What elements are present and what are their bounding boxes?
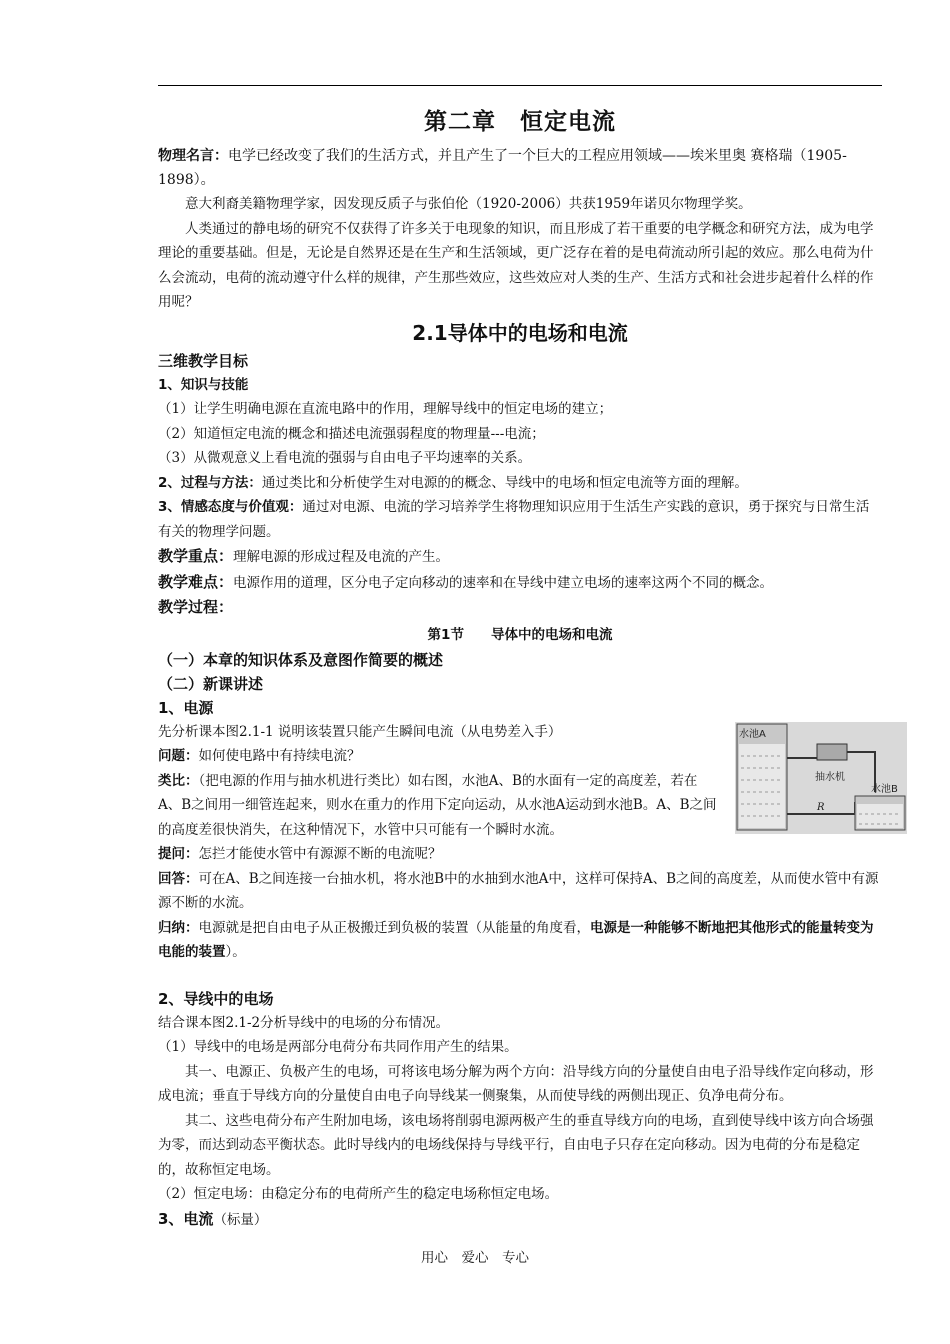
ask-label: 提问： [158,846,199,862]
pool-b-label: 水池B [871,783,898,795]
question-text: 如何使电路中有持续电流？ [198,748,361,764]
current-heading-line [158,1207,882,1233]
pool-a-label: 水池A [739,728,766,740]
key-point [158,544,882,570]
knowledge-heading: 1、知识与技能 [158,376,249,393]
process-label: 2、过程与方法： [158,474,262,491]
difficult-point-label: 教学难点： [158,572,234,591]
difficult-point-text: 电源作用的道理，区分电子定向移动的速率和在导线中建立电场的速率这两个不同的概念。 [233,574,774,591]
quote-label: 物理名言： [158,148,228,164]
key-point-label: 教学重点： [158,547,234,565]
chapter-title: 第二章 恒定电流 [424,109,616,135]
question [158,744,718,769]
emotion-text: 通过对电源、电流的学习培养学生将物理知识应用于生活生产实践的意识，勇于探究与日常生活有关的物理学问题。 [158,499,870,540]
summary-end: ）。 [225,944,246,960]
document-body [158,100,898,1232]
wire-field-intro: 结合课本图2.1-2分析导线中的电场的分布情况。 [158,1014,450,1031]
current-note: （标量） [213,1211,268,1228]
knowledge-item: （1）让学生明确电源在直流电路中的作用，理解导线中的恒定电场的建立； [158,401,613,417]
section-title: 2.1导体中的电场和电流 [412,320,628,345]
knowledge-item: （3）从微观意义上看电流的强弱与自由电子平均速率的关系。 [158,450,532,466]
objectives-heading: 三维教学目标 [158,351,249,370]
wire-field-paragraph: 其一、电源正、负极产生的电场，可将该电场分解为两个方向：沿导线方向的分量使自由电子沿导线作定向移动，形成电流；垂直于导线方向的分量使自由电子向导线某一侧聚集，从而使导线的两侧出现正、负净电荷分布。 [158,1063,874,1104]
process-text: 通过类比和分析使学生对电源的的概念、导线中的电场和恒定电流等方面的理解。 [261,474,748,491]
spacer [158,965,882,987]
header-rule [158,85,882,86]
lesson-title: 第1节 导体中的电场和电流 [427,627,613,643]
knowledge-item: （2）知道恒定电流的概念和描述电流强弱程度的物理量---电流； [158,425,545,442]
power-section [158,720,898,843]
summary [158,916,882,965]
pump-analogy-figure [735,722,907,834]
quote-text: 电学已经改变了我们的生活方式，并且产生了一个巨大的工程应用领域——埃米里奥 赛格瑞（1905-1898）。 [158,148,847,188]
pipe-label: R [817,801,825,813]
difficult-point [158,570,882,596]
answer [158,867,882,916]
summary-text: 电源就是把自由电子从正极搬迁到负极的装置（从能量的角度看， [198,919,590,936]
key-point-text: 理解电源的形成过程及电流的产生。 [233,549,450,565]
wire-field-paragraph: 其二、这些电荷分布产生附加电场，该电场将削弱电源两极产生的垂直导线方向的电场，直到使导线中该方向合场强为零，而达到动态平衡状态。此时导线内的电场线保持与导线平行，自由电子只存在定向移动。因为电荷的分布是稳定的，故称恒定电场。 [158,1112,874,1178]
wire-field-item: （2）恒定电场：由稳定分布的电荷所产生的稳定电场称恒定电场。 [158,1186,559,1202]
summary-label: 归纳： [158,919,199,936]
part-two-heading: （二）新课讲述 [158,674,264,693]
ask-text: 怎拦才能使水管中有源源不断的电流呢？ [198,846,442,862]
analogy-text: （把电源的作用与抽水机进行类比）如右图，水池A、B的水面有一定的高度差，若在A、B之间用一细管连起来，则水在重力的作用下定向运动，从水池A运动到水池B。A、B之间的高度差很快消失，在这种情况下，水管中只可能有一个瞬时水流。 [158,772,717,838]
current-heading: 3、电流 [158,1209,214,1228]
intro-person: 意大利裔美籍物理学家，因发现反质子与张伯伦（1920-2006）共获1959年诺贝尔物理学奖。 [185,196,752,212]
wire-field-item: （1）导线中的电场是两部分电荷分布共同作用产生的结果。 [158,1039,518,1055]
ask [158,842,882,867]
pump-box [817,744,847,760]
question-label: 问题： [158,748,199,764]
physics-quote [158,144,882,192]
process-heading: 教学过程： [158,598,234,616]
analogy [158,769,718,843]
wire-field-heading: 2、导线中的电场 [158,989,274,1008]
analogy-label: 类比： [158,772,199,789]
process-objective [158,471,882,496]
answer-text: 可在A、B之间连接一台抽水机，将水池B中的水抽到水池A中，这样可保持A、B之间的高度差，从而使水管中有源源不断的水流。 [158,870,879,911]
emotion-objective [158,495,882,544]
power-heading: 1、电源 [158,698,214,717]
answer-label: 回答： [158,870,199,887]
pump-label: 抽水机 [815,771,845,783]
part-one-heading: （一）本章的知识体系及意图作简要的概述 [158,650,444,669]
power-intro: 先分析课本图2.1-1 说明该装置只能产生瞬间电流（从电势差入手） [158,723,562,740]
summary-bold: 电源是一种能够不断地把其他形式的能量转变为电能的装置 [158,919,874,960]
intro-paragraph: 人类通过的静电场的研究不仅获得了许多关于电现象的知识，而且形成了若干重要的电学概念和研究方法，成为电学理论的重要基础。但是，无论是自然界还是在生产和生活领域，更广泛存在着的是电荷流动所引起的效应。那么电荷为什么会流动，电荷的流动遵守什么样的规律，产生那些效应，这些效应对人类的生产、生活方式和社会进步起着什么样的作用呢？ [158,220,874,310]
page-footer: 用心 爱心 专心 [421,1250,529,1266]
emotion-label: 3、情感态度与价值观： [158,499,303,515]
